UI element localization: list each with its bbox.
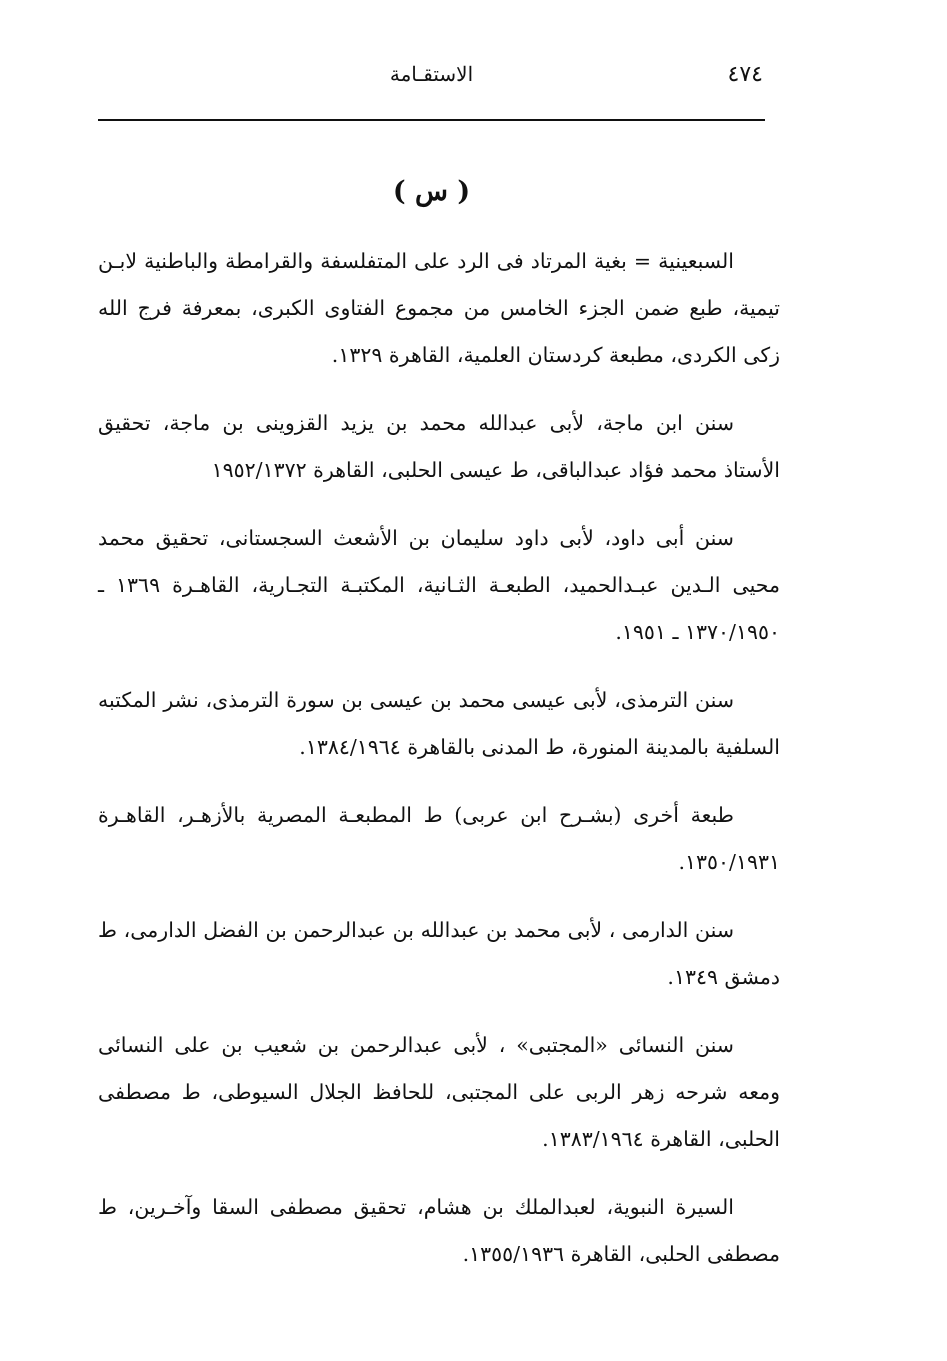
bibliography-list xyxy=(98,238,780,1299)
bibliography-entry: السيرة النبوية، لعبدالملك بن هشام، تحقيق مصطفى السقا وآخـرين، ط مصطفى الحلبى، القاهرة ١٣٥٥/١٩٣٦. xyxy=(98,1195,780,1266)
bibliography-entry: سنن النسائى «المجتبى» ، لأبى عبدالرحمن بن شعيب بن على النسائى ومعه شرحه زهر الربى على المجتبى، للحافظ الجلال السيوطى، ط مصطفى الحلبى، القاهرة ١٣٨٣/١٩٦٤. xyxy=(98,1033,780,1151)
running-title: الاستقـامة xyxy=(389,62,474,86)
bibliography-entry: سنن الدارمى ، لأبى محمد بن عبدالله بن عبدالرحمن بن الفضل الدارمى، ط دمشق ١٣٤٩. xyxy=(98,918,780,989)
bibliography-entry: طبعة أخرى (بشـرح ابن عربى) ط المطبعـة المصرية بالأزهـر، القاهـرة ١٣٥٠/١٩٣١. xyxy=(98,803,780,874)
bibliography-entry: سنن أبى داود، لأبى داود سليمان بن الأشعث السجستانى، تحقيق محمد محيى الـدين عبـدالحميد، الطبعـة الثـانية، المكتبـة التجـارية، القاهـرة ١٣٦٩ ـ ١٣٧٠/١٩٥٠ ـ ١٩٥١. xyxy=(98,526,780,644)
page-number: ٤٧٤ xyxy=(727,62,763,87)
bibliography-entry: سنن ابن ماجة، لأبى عبدالله محمد بن يزيد القزوينى بن ماجة، تحقيق الأستاذ محمد فؤاد عبدالباقى، ط عيسى الحلبى، القاهرة ١٩٥٢/١٣٧٢ xyxy=(98,411,780,482)
section-heading: ( س ) xyxy=(392,176,471,207)
header-rule xyxy=(98,119,765,121)
bibliography-entry: السبعينية = بغية المرتاد فى الرد على المتفلسفة والقرامطة والباطنية لابـن تيمية، طبع ضمن الجزء الخامس من مجموع الفتاوى الكبرى، بمعرفة فرج الله زكى الكردى، مطبعة كردستان العلمية، القاهرة ١٣٢٩. xyxy=(98,249,780,367)
running-head xyxy=(98,56,765,96)
bibliography-entry: سنن الترمذى، لأبى عيسى محمد بن عيسى بن سورة الترمذى، نشر المكتبه السلفية بالمدينة المنورة، ط المدنى بالقاهرة ١٣٨٤/١٩٦٤. xyxy=(98,688,780,759)
